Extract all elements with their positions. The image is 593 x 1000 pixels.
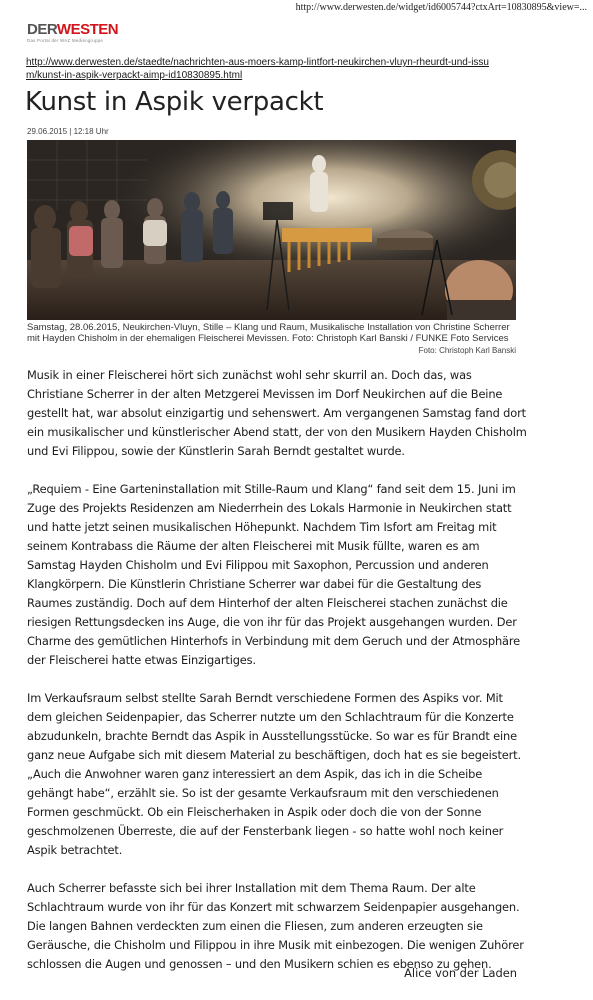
logo-tagline: Das Portal der WAZ Mediengruppe	[27, 38, 104, 43]
article-body	[27, 366, 527, 993]
article-paragraph: Auch Scherrer befasste sich bei ihrer Installation mit dem Thema Raum. Der alte Schlachtraum wurde von ihr für das Konzert mit schwarzem Seidenpapier ausgehangen. Die langen Bahnen verdeckten zum einen die Fliesen, zum anderen erzeugten sie Geräusche, die Chisholm und Filippou in ihre Musik mit einbezogen. Die wenigen Zuhörer schlossen die Augen und genossen – und den Musikern schien es ebenso zu gehen.	[27, 881, 524, 971]
article-paragraph: Musik in einer Fleischerei hört sich zunächst wohl sehr skurril an. Doch das, was Christiane Scherrer in der alten Metzgerei Mevissen im Dorf Neukirchen auf die Beine gestellt hat, war absolut einzigartig und sehenswert. Am vergangenen Samstag fand dort ein musikalischer und künstlerischer Abend statt, der von den Musikern Hayden Chisholm und Evi Filippou, sowie der Künstlerin Sarah Berndt gestaltet wurde.	[27, 368, 527, 458]
article-dateline: 29.06.2015 | 12:18 Uhr	[27, 127, 109, 136]
article-url-link[interactable]: http://www.derwesten.de/staedte/nachrichten-aus-moers-kamp-lintfort-neukirchen-vluyn-rheurdt-und-issum/kunst-in-aspik-verpackt-aimp-id10830895.html	[26, 57, 489, 81]
article-paragraph: „Requiem - Eine Garteninstallation mit Stille-Raum und Klang“ fand seit dem 15. Juni im Zuge des Projekts Residenzen am Niederrhein des Lokals Harmonie in Neukirchen statt und hatte jetzt seinen musikalischen Höhepunkt. Nachdem Tim Isfort am Freitag mit seinem Kontrabass die Räume der alten Fleischerei mit Musik füllte, waren es am Samstag Hayden Chisholm und Evi Filippou mit Saxophon, Percussion und anderen Klangkörpern. Die Künstlerin Christiane Scherrer war dabei für die Gestaltung des Raumes zuständig. Doch auf dem Hinterhof der alten Fleischerei stachen zunächst die riesigen Rettungsdecken ins Auge, die von ihr für das Projekt ausgehangen wurden. Der Charme des gemütlichen Hinterhofs in Verbindung mit dem Geruch und der Atmosphäre der Fleischerei hatte etwas Einzigartiges.	[27, 482, 520, 667]
print-url: http://www.derwesten.de/widget/id6005744?ctxArt=10830895&view=...	[295, 2, 587, 13]
logo-part-westen: WESTEN	[56, 21, 119, 38]
article-paragraph: Im Verkaufsraum selbst stellte Sarah Berndt verschiedene Formen des Aspiks vor. Mit dem gleichen Seidenpapier, das Scherrer nutzte um den Schlachtraum für die Konzerte abzudunkeln, brachte Berndt das Aspik in Ausstellungsstücke. So war es für Brandt eine ganz neue Aufgabe sich mit diesem Material zu beschäftigen, doch hat es sie begeistert. „Auch die Anwohner waren ganz interessiert an dem Aspik, das ich in die Scheibe gehängt habe“, erzählt sie. So ist der gesamte Verkaufsraum mit den verschiedenen Formen geschmückt. Ob ein Fleischerhaken in Aspik oder doch die von der Sonne geschmolzenen Überreste, die auf der Fensterbank liegen - so hatte wohl noch keiner Aspik betrachtet.	[27, 691, 521, 857]
photo-caption: Samstag, 28.06.2015, Neukirchen-Vluyn, Stille – Klang und Raum, Musikalische Installation von Christine Scherrer mit Hayden Chisholm in der ehemaligen Fleischerei Mevissen. Foto: Christoph Karl Banski / FUNKE Foto Services	[27, 322, 510, 344]
derwesten-logo[interactable]	[27, 22, 118, 37]
photo-credit: Foto: Christoph Karl Banski	[418, 346, 516, 355]
logo-part-der: DER	[27, 21, 57, 38]
article-author: Alice von der Laden	[404, 966, 517, 980]
article-headline: Kunst in Aspik verpackt	[25, 87, 324, 117]
article-photo	[27, 140, 516, 320]
